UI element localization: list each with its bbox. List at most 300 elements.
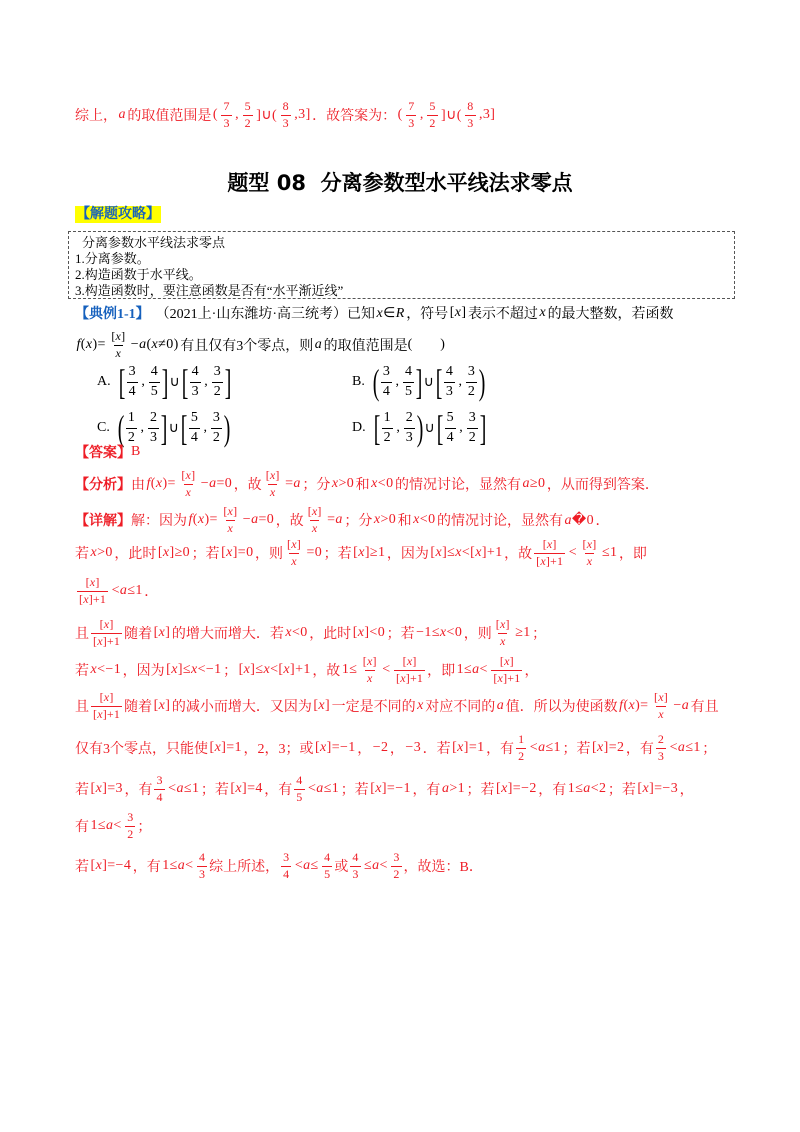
math-variable: x	[85, 337, 93, 352]
math-variable: x	[214, 740, 222, 755]
fraction-numerator: [x]	[223, 503, 238, 518]
text-run: 的情况讨论，显然有	[394, 478, 521, 493]
text-run: ；若	[340, 783, 369, 798]
math-variable: x	[318, 698, 326, 713]
fraction	[281, 100, 291, 131]
math-expression: [x]≤x<−1	[166, 662, 222, 677]
math-expression: ∪	[424, 420, 436, 436]
bracket: (	[117, 408, 125, 448]
detail-line	[75, 728, 716, 768]
fraction-denominator: 5	[404, 383, 413, 399]
fraction	[467, 410, 478, 445]
math-variable: x	[235, 781, 243, 796]
fraction	[109, 330, 127, 361]
math-variable: x	[269, 467, 276, 482]
fraction-numerator: 3	[393, 849, 400, 864]
fraction	[189, 410, 200, 445]
math-expression: [x]=2	[591, 740, 625, 755]
text-run: ．故答案为：	[312, 109, 397, 124]
math-expression	[315, 337, 322, 353]
text-run: B.	[352, 374, 365, 389]
fraction-denominator: 2	[429, 115, 436, 130]
fraction-numerator: [x]	[362, 653, 377, 668]
text-run: ，即	[427, 664, 456, 679]
fraction-numerator: 7	[408, 98, 415, 113]
math-variable: x	[226, 545, 233, 560]
conclusion-line	[75, 95, 497, 135]
math-variable: x	[97, 706, 103, 721]
math-expression: ,3]	[294, 107, 311, 122]
math-expression: ,	[141, 374, 146, 389]
math-expression: a�0	[564, 512, 595, 528]
math-expression: 1≤a<	[162, 858, 194, 873]
fraction-denominator: 3	[149, 429, 158, 445]
math-expression: [x]=−3	[637, 781, 679, 796]
fraction	[281, 851, 291, 882]
math-expression: f(x)=	[146, 476, 176, 491]
fraction-denominator: 2	[127, 826, 134, 841]
section-label: 【分析】	[75, 478, 131, 493]
fraction-numerator: [x]	[542, 536, 557, 551]
fraction	[148, 410, 159, 445]
fraction-denominator	[289, 553, 299, 569]
math-variable: x	[103, 616, 110, 631]
math-expression: ]∪(	[256, 107, 278, 123]
math-expression: [x]=1	[452, 740, 485, 755]
fraction-numerator: [x]	[495, 616, 510, 631]
math-variable: a	[314, 337, 323, 352]
math-variable: x	[658, 706, 664, 721]
text-run: 综上，	[75, 109, 117, 124]
text-run: ，有	[538, 783, 567, 798]
math-expression: ,	[419, 107, 424, 122]
fraction-denominator: 4	[190, 429, 199, 445]
math-variable: x	[291, 536, 297, 551]
text-run: ；	[223, 664, 238, 679]
math-variable: x	[285, 625, 292, 640]
text-run: 若	[75, 860, 89, 875]
fraction-denominator: 5	[324, 866, 331, 881]
detail-line	[75, 571, 158, 611]
math-expression: x<0	[371, 476, 394, 491]
bracket: ]	[161, 362, 169, 402]
text-run: 综上所述，	[209, 860, 280, 875]
math-variable: a	[118, 107, 126, 122]
fraction-numerator: 4	[296, 772, 303, 787]
math-expression: ,	[396, 420, 401, 435]
text-run: 随着	[124, 627, 153, 642]
fraction-numerator: 5	[244, 98, 251, 113]
detail-line	[75, 650, 538, 690]
math-variable: x	[597, 740, 604, 755]
text-run: ，故	[504, 547, 533, 562]
text-run: ；	[137, 820, 152, 835]
math-expression: −a=0	[242, 512, 275, 527]
math-expression: ≥1	[515, 625, 531, 640]
math-variable: x	[90, 662, 98, 677]
math-expression: <a≤	[294, 858, 319, 873]
math-variable: x	[291, 553, 297, 568]
math-expression: [x]≤x<[x]+1	[238, 662, 311, 677]
text-run: ，故	[275, 514, 304, 529]
math-variable: x	[497, 670, 504, 685]
math-expression: <	[382, 662, 391, 677]
detail-line	[75, 846, 483, 886]
math-variable: x	[540, 553, 546, 568]
math-expression: [x]	[153, 698, 171, 713]
math-variable: x	[158, 625, 166, 640]
math-expression: ,3]	[479, 107, 496, 122]
fraction	[243, 100, 253, 131]
math-variable: x	[400, 670, 406, 685]
fraction-denominator	[268, 484, 278, 500]
math-expression: =0	[306, 545, 323, 560]
text-run: ，有	[486, 742, 515, 757]
text-run: ，故	[312, 664, 341, 679]
math-expression	[539, 305, 546, 321]
bracket: ]	[224, 362, 232, 402]
fraction-denominator: 4	[128, 383, 136, 399]
math-variable: a	[335, 512, 343, 527]
fraction	[444, 364, 455, 399]
math-variable: x	[499, 616, 506, 631]
text-run: ；若	[607, 783, 636, 798]
math-variable: a	[303, 858, 311, 873]
fraction-denominator	[365, 670, 375, 686]
math-expression: =a	[285, 476, 301, 491]
math-expression: f(x)=	[619, 698, 649, 713]
fraction-numerator: 3	[212, 410, 221, 426]
math-variable: x	[439, 625, 447, 640]
math-expression: x<0	[413, 512, 436, 527]
text-run: ；若	[466, 783, 495, 798]
option-b	[352, 360, 485, 404]
fraction-numerator: [x]	[499, 653, 514, 668]
example-stem-text	[156, 303, 674, 323]
text-run: 对应不同的	[425, 700, 496, 715]
fraction-denominator: 2	[244, 115, 251, 130]
fraction-denominator	[184, 484, 194, 500]
text-run: ，	[389, 742, 404, 757]
math-variable: x	[375, 781, 382, 796]
math-expression: ,	[140, 420, 145, 435]
text-run: 有且仅有3个零点，则	[180, 339, 314, 354]
fraction-denominator: 2	[518, 748, 525, 763]
fraction	[406, 100, 416, 131]
fraction	[491, 655, 522, 686]
fraction-denominator: 5	[296, 789, 303, 804]
strategy-label: 【解题攻略】	[76, 207, 160, 222]
text-run: 有且	[690, 700, 719, 715]
fraction-numerator: 2	[657, 731, 665, 746]
fraction	[221, 100, 231, 131]
fraction	[382, 410, 393, 445]
text-run: 仅有3个零点，只能使	[75, 742, 208, 757]
math-variable: x	[435, 545, 443, 560]
fraction	[534, 538, 565, 569]
fraction	[394, 655, 425, 686]
fraction	[581, 538, 599, 569]
fraction-numerator: 4	[445, 364, 454, 380]
math-expression: ≤a<	[364, 858, 388, 873]
fraction-numerator: 1	[383, 410, 391, 426]
math-variable: x	[227, 503, 234, 518]
math-expression: 1≤	[341, 662, 358, 677]
math-variable: x	[642, 781, 650, 796]
fraction-denominator: 2	[383, 429, 391, 445]
fraction-denominator	[498, 633, 508, 649]
text-run: ，有	[412, 783, 441, 798]
text-run: ，故	[233, 478, 262, 493]
fraction-numerator: 4	[324, 849, 331, 864]
fraction-numerator: [x]	[402, 653, 417, 668]
text-run: ．若	[422, 742, 451, 757]
math-variable: x	[97, 633, 103, 648]
math-variable: a	[496, 698, 505, 713]
text-run: ，因为	[122, 664, 165, 679]
text-run: ( )	[407, 337, 445, 352]
text-run: 若	[75, 547, 89, 562]
fraction-numerator: 4	[352, 849, 359, 864]
text-run: 随着	[124, 700, 153, 715]
fraction	[149, 364, 160, 399]
math-expression: −2	[372, 740, 389, 755]
fraction	[391, 851, 401, 882]
math-variable: x	[455, 545, 462, 560]
text-run: ；	[532, 627, 547, 642]
fraction-numerator: [x]	[265, 467, 280, 482]
math-variable: f	[188, 512, 193, 527]
fraction	[361, 655, 379, 686]
text-run: 值．所以为使函数	[505, 700, 618, 715]
math-variable: x	[311, 503, 318, 518]
text-run: ；若	[562, 742, 591, 757]
text-run: 有	[75, 820, 89, 835]
fraction-numerator: 3	[467, 364, 476, 380]
fraction-denominator: 3	[223, 115, 230, 130]
fraction-numerator: 3	[283, 849, 290, 864]
fraction-denominator	[656, 706, 666, 722]
fraction-denominator: 4	[446, 429, 454, 445]
bracket: ]	[479, 408, 487, 448]
math-variable: a	[677, 740, 686, 755]
detail-line	[75, 686, 719, 726]
math-variable: x	[475, 545, 482, 560]
math-variable: a	[681, 698, 690, 713]
math-variable: x	[586, 536, 593, 551]
math-expression: ]∪(	[441, 107, 462, 123]
fraction-denominator: 4	[156, 789, 163, 804]
math-expression	[497, 698, 504, 714]
math-variable: x	[243, 662, 251, 677]
text-run: ；若	[386, 627, 415, 642]
fraction	[294, 774, 304, 805]
fraction-denominator: 3	[352, 866, 359, 881]
math-expression: 1≤a<	[456, 662, 488, 677]
math-variable: x	[83, 591, 89, 606]
fraction-denominator: 2	[393, 866, 400, 881]
fraction-denominator: 2	[213, 383, 221, 399]
fraction-numerator: [x]	[111, 328, 126, 343]
text-run: ．	[144, 585, 159, 600]
text-run: A.	[97, 374, 111, 389]
text-run: 表示不超过	[467, 307, 538, 322]
fraction	[91, 691, 122, 722]
math-expression: [x]=0	[221, 545, 254, 560]
fraction	[125, 811, 135, 842]
math-variable: a	[139, 337, 147, 352]
section-label: 【答案】	[75, 446, 131, 461]
fraction-denominator: 4	[283, 866, 290, 881]
math-variable: x	[586, 553, 593, 568]
math-variable: x	[546, 536, 553, 551]
math-expression: f(x)=	[188, 512, 218, 527]
math-variable: f	[146, 476, 151, 491]
fraction	[656, 733, 666, 764]
fraction-numerator: 1	[127, 410, 136, 426]
math-variable: x	[331, 476, 339, 491]
fraction-denominator: [x]+1	[396, 670, 424, 685]
text-run: ，有	[625, 742, 654, 757]
fraction-denominator	[114, 345, 124, 361]
math-expression: <a≤1	[111, 583, 143, 598]
strategy-box	[68, 231, 735, 299]
math-expression: 1≤a<	[90, 818, 122, 833]
fraction	[211, 410, 222, 445]
math-variable: x	[158, 698, 166, 713]
bracket: ]	[160, 408, 168, 448]
math-variable: a	[105, 818, 114, 833]
math-expression: [x]	[313, 698, 331, 713]
math-variable: a	[316, 781, 324, 796]
math-variable: x	[413, 512, 420, 527]
text-run: 或	[334, 860, 349, 875]
fraction	[285, 538, 303, 569]
math-variable: a	[251, 512, 259, 527]
fraction-denominator: [x]+1	[93, 706, 121, 721]
fraction-denominator	[585, 553, 595, 569]
math-variable: x	[197, 512, 205, 527]
math-expression: −1≤x<0	[416, 625, 463, 640]
bracket: [	[181, 362, 188, 402]
math-expression: ∪	[423, 374, 435, 390]
fraction-numerator: [x]	[181, 467, 196, 482]
math-variable: x	[227, 520, 234, 535]
math-variable: x	[367, 670, 373, 685]
math-variable: x	[358, 545, 365, 560]
fraction-numerator: [x]	[99, 616, 114, 631]
math-variable: x	[311, 520, 318, 535]
math-variable: x	[190, 662, 198, 677]
fraction	[190, 364, 201, 399]
fraction	[179, 469, 197, 500]
math-expression: −a	[673, 698, 690, 713]
math-variable: x	[367, 653, 373, 668]
fraction-numerator: [x]	[307, 503, 322, 518]
math-expression: [x]=−2	[496, 781, 537, 796]
fraction-denominator: 3	[405, 429, 413, 445]
text-run: ；分	[344, 514, 373, 529]
fraction-numerator: 2	[405, 410, 413, 426]
math-expression: [x]=4	[230, 781, 263, 796]
text-run: 且	[75, 700, 89, 715]
math-expression	[417, 698, 424, 714]
fraction-numerator: 3	[468, 410, 476, 426]
math-expression: <	[568, 545, 578, 560]
math-expression: [x]	[449, 305, 467, 320]
math-expression: ,	[458, 374, 463, 389]
fraction-denominator: 5	[150, 383, 158, 399]
math-variable: x	[115, 328, 122, 343]
math-variable: x	[371, 476, 378, 491]
text-run: ，即	[618, 547, 647, 562]
fraction-denominator: 3	[408, 115, 415, 130]
text-run: ；若	[323, 547, 352, 562]
strategy-step: 3.构造函数时，要注意函数是否有“水平渐近线”	[75, 283, 344, 298]
math-variable: a	[472, 662, 480, 677]
math-expression: [x]=−4	[90, 858, 132, 873]
detail-line	[75, 769, 694, 809]
fraction-numerator: 5	[429, 98, 436, 113]
bracket: [	[436, 408, 443, 448]
bracket: ]	[415, 362, 423, 402]
text-run: 的取值范围是	[323, 339, 408, 354]
math-variable: x	[103, 689, 110, 704]
text-run: B	[131, 444, 141, 459]
bracket: )	[416, 408, 424, 448]
math-variable: x	[406, 653, 413, 668]
text-run: 若	[75, 664, 89, 679]
fraction-denominator: 2	[467, 383, 476, 399]
fraction-numerator: 4	[150, 364, 158, 380]
fraction	[350, 851, 360, 882]
math-variable: a	[564, 512, 572, 528]
text-run: 的减小而增大．又因为	[171, 700, 312, 715]
math-expression: [x]=1	[209, 740, 242, 755]
fraction-numerator: 8	[467, 98, 474, 113]
fraction	[212, 364, 223, 399]
fraction-numerator: [x]	[99, 689, 114, 704]
text-run: ，	[357, 742, 372, 757]
math-variable: x	[155, 476, 163, 491]
math-expression: ,	[459, 420, 464, 435]
math-variable: x	[454, 305, 462, 320]
math-variable: x	[320, 740, 327, 755]
math-expression: ,	[203, 420, 208, 435]
fraction-denominator: 3	[657, 748, 665, 763]
detail-line	[75, 533, 647, 573]
fraction-numerator: 8	[282, 98, 289, 113]
math-variable: f	[76, 337, 81, 352]
option-a	[97, 360, 231, 404]
text-run: ，此时	[114, 547, 157, 562]
bracket: (	[372, 362, 380, 402]
text-run: 的最大整数，若函数	[547, 307, 674, 322]
fraction-numerator: 5	[446, 410, 454, 426]
fraction	[403, 364, 414, 399]
fraction-denominator: 3	[198, 866, 206, 881]
bracket: )	[478, 362, 486, 402]
math-variable: x	[185, 467, 192, 482]
math-variable: x	[185, 484, 192, 499]
text-run: D.	[352, 420, 366, 435]
text-run: ，有	[124, 783, 153, 798]
text-run: （2021上·山东潍坊·高三统考）已知	[155, 307, 375, 322]
fraction-numerator: 3	[213, 364, 221, 380]
math-expression: x>0	[90, 545, 113, 560]
math-variable: a	[441, 781, 450, 796]
math-variable: x	[376, 305, 384, 321]
